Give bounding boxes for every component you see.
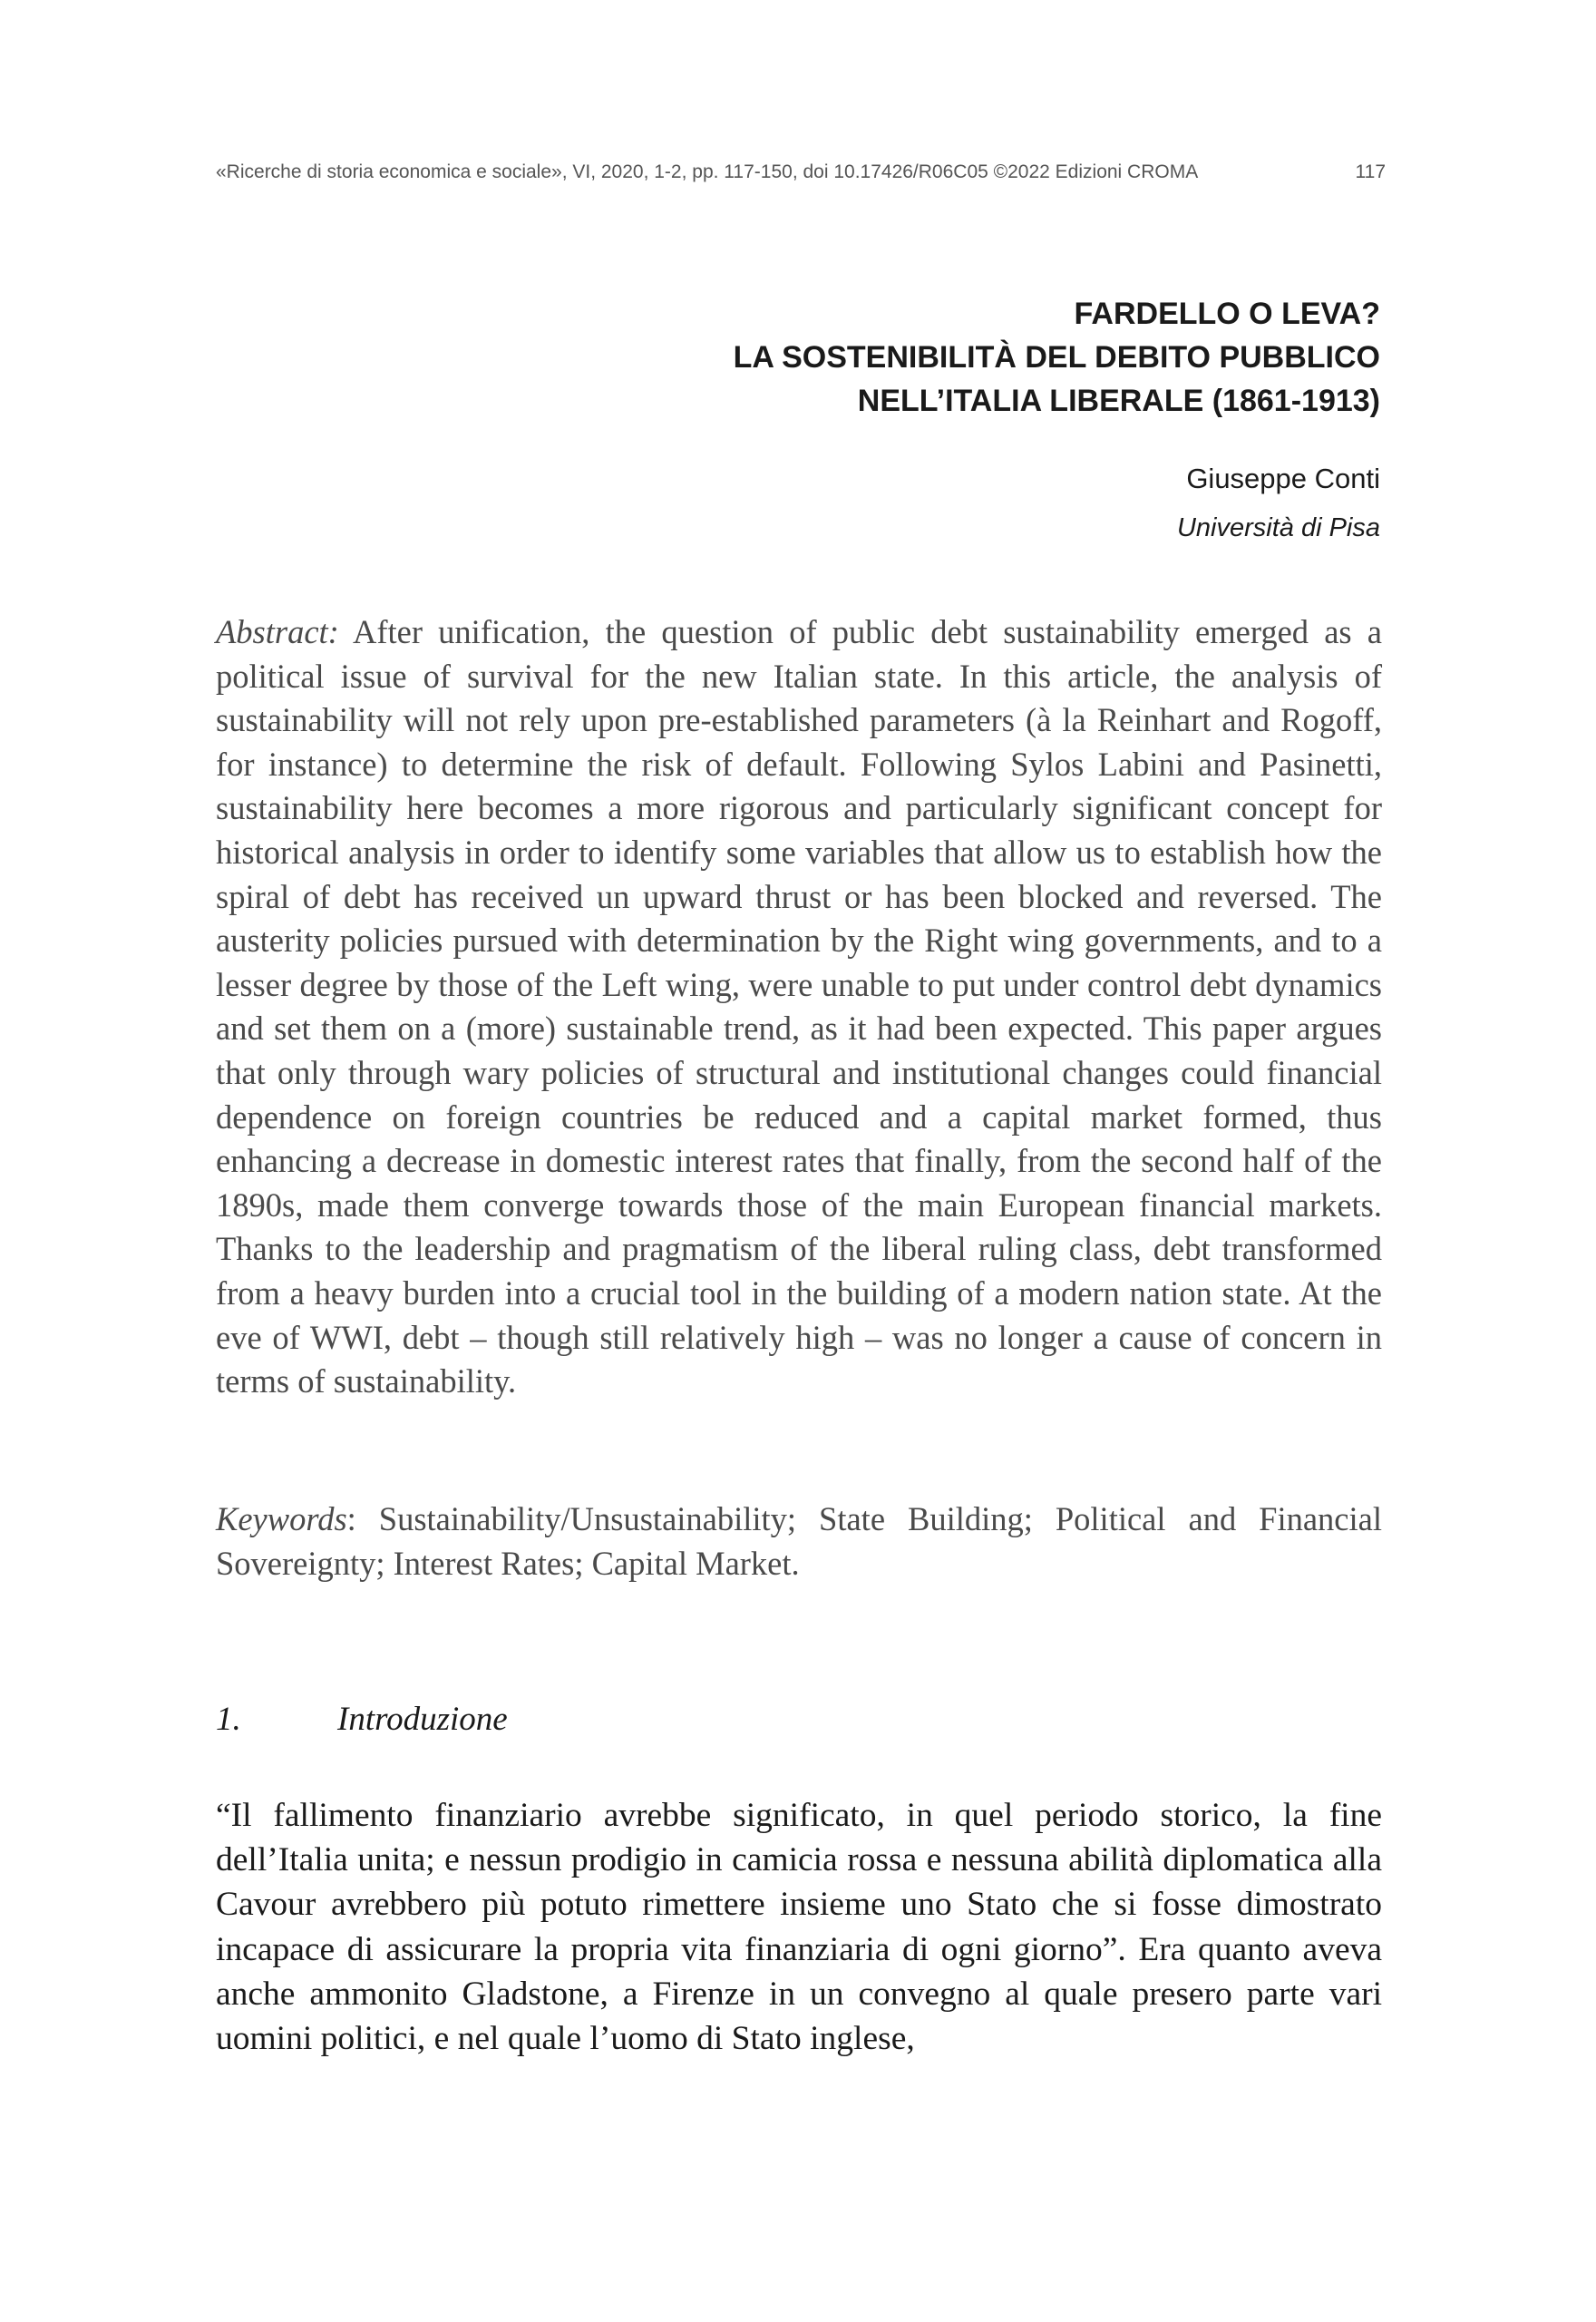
title-line-1: FARDELLO O LEVA? xyxy=(1074,297,1380,331)
body-paragraph: “Il fallimento finanziario avrebbe significato, in quel periodo storico, la fine dell’Italia unita; e nessun prodigio in camicia rossa e nessuna abilità diplomatica alla Cavour avrebbero più potuto rimettere insieme uno Stato che si fosse dimostrato incapace di assicurare la propria vita finanziaria di ogni giorno”. Era quanto aveva anche ammonito Gladstone, a Firenze in un convegno al quale presero parte vari uomini politici, e nel quale l’uomo di Stato inglese, xyxy=(216,1797,1382,2058)
keywords xyxy=(216,1498,1382,1585)
section-heading xyxy=(216,1700,508,1739)
page-number: 117 xyxy=(1355,161,1386,182)
title-line-2: LA SOSTENIBILITÀ DEL DEBITO PUBBLICO xyxy=(733,340,1380,375)
author-name: Giuseppe Conti xyxy=(1186,463,1380,494)
article-title xyxy=(383,292,1380,423)
running-head xyxy=(216,161,1386,183)
section-title: Introduzione xyxy=(337,1701,508,1738)
section-number: 1. xyxy=(216,1701,241,1738)
author-affiliation: Università di Pisa xyxy=(1176,513,1380,542)
keywords-label: Keywords xyxy=(216,1500,347,1537)
abstract-label: Abstract: xyxy=(216,613,339,650)
abstract xyxy=(216,610,1382,1404)
keywords-text: : Sustainability/Unsustainability; State Building; Political and Financial Sovereignty; Interest Rates; Capital Market. xyxy=(216,1500,1382,1582)
journal-citation: «Ricerche di storia economica e sociale», VI, 2020, 1-2, pp. 117-150, doi 10.17426/R06C05 ©2022 Edizioni CROMA xyxy=(216,161,1199,182)
abstract-text: After unification, the question of public debt sustainability emerged as a political issue of survival for the new Italian state. In this article, the analysis of sustainability will not rely upon pre-established parameters (à la Reinhart and Rogoff, for instance) to determine the risk of default. Following Sylos Labini and Pasinetti, sustainability here becomes a more rigorous and particularly significant concept for historical analysis in order to identify some variables that allow us to establish how the spiral of debt has received un upward thrust or has been blocked and reversed. The austerity policies pursued with determination by the Right wing governments, and to a lesser degree by those of the Left wing, were unable to put under control debt dynamics and set them on a (more) sustainable trend, as it had been expected. This paper argues that only through wary policies of structural and institutional changes could financial dependence on foreign countries be reduced and a capital market formed, thus enhancing a decrease in domestic interest rates that finally, from the second half of the 1890s, made them converge towards those of the main European financial markets. Thanks to the leadership and pragmatism of the liberal ruling class, debt transformed from a heavy burden into a crucial tool in the building of a modern nation state. At the eve of WWI, debt – though still relatively high – was no longer a cause of concern in terms of sustainability. xyxy=(216,613,1382,1400)
title-line-3: NELL’ITALIA LIBERALE (1861-1913) xyxy=(857,384,1380,418)
